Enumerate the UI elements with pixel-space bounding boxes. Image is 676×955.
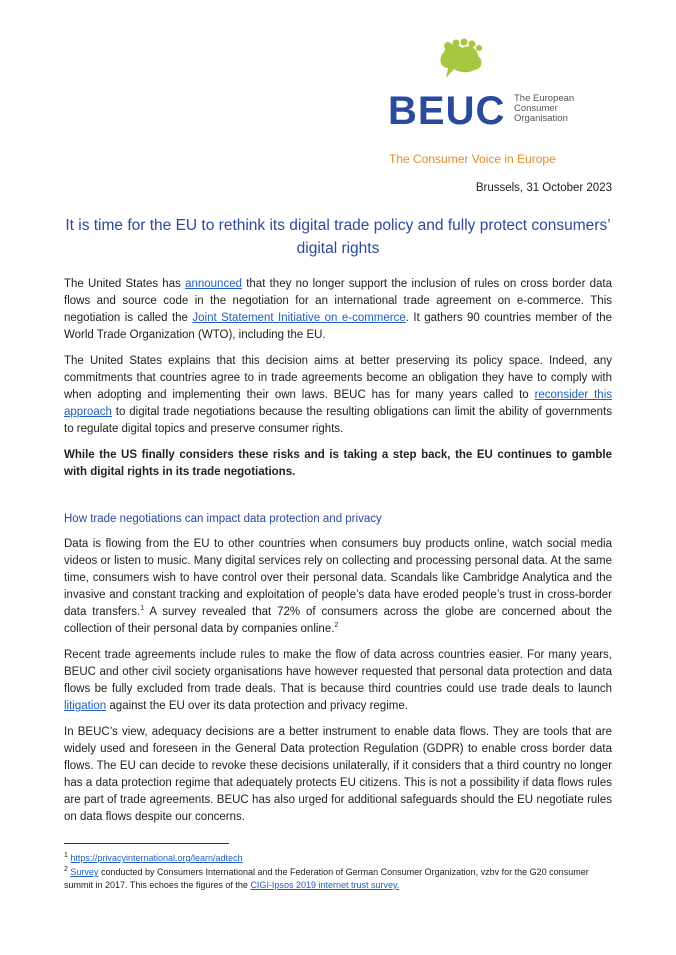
footnote-ref-2[interactable]: 2	[334, 622, 339, 630]
paragraph-4	[64, 536, 612, 638]
paragraph-1	[64, 276, 612, 344]
footnote-2-text: conducted by Consumers International and the Federation of German Consumer Organization, vzbv for the G20 consumer summit in 2017. This echoes the figures of the	[64, 867, 589, 890]
paragraph-2	[64, 353, 612, 438]
p2-text-1: The United States explains that this decision aims at better preserving its policy space. Indeed, any commitments that countries agree to in trade agreements become an obligation they have to comply with when adopting and implementing their own laws. BEUC has for many years called to	[64, 355, 612, 401]
beuc-logo-graphic	[388, 38, 588, 133]
footnote-1-link[interactable]: https://privacyinternational.org/learn/adtech	[70, 853, 243, 863]
p1-text-3: . It gathers 90 countries member of the World Trade Organization (WTO), including the EU.	[64, 312, 612, 341]
beuc-logo	[388, 38, 588, 133]
footnote-2	[64, 866, 612, 892]
p1-text-2: that they no longer support the inclusion of rules on cross border data flows and source code in the negotiation for an international trade agreement on e-commerce. This negotiation is called the	[64, 278, 613, 324]
p5-text-2: against the EU over its data protection and privacy regime.	[106, 700, 408, 712]
footnote-1-number: 1	[64, 852, 68, 859]
section-heading: How trade negotiations can impact data protection and privacy	[64, 513, 382, 525]
p5-text-1: Recent trade agreements include rules to make the flow of data across countries easier. For many years, BEUC and other civil society organisations have however requested that personal data protection and data flows be fully excluded from trade deals. That is because third countries could use trade deals to launch	[64, 649, 612, 695]
footnote-2-number: 2	[64, 866, 68, 873]
footnote-2-survey-link[interactable]: Survey	[70, 867, 99, 877]
speech-bubbles-icon	[441, 39, 482, 79]
footnote-ref-1[interactable]: 1	[140, 605, 145, 613]
footnote-1	[64, 852, 612, 865]
beuc-sub-3: Organisation	[514, 113, 568, 124]
p1-text-1: The United States has	[64, 278, 186, 290]
p4-text-2: A survey revealed that 72% of consumers across the globe are concerned about the collection of their personal data by companies online.	[64, 606, 612, 635]
jsi-ecommerce-link[interactable]: Joint Statement Initiative on e-commerce	[192, 312, 406, 324]
p2-text-2: to digital trade negotiations because the resulting obligations can limit the ability of governments to regulate digital topics and preserve consumer rights.	[64, 406, 612, 435]
footnote-2-cigi-link[interactable]: CIGI-Ipsos 2019 internet trust survey.	[250, 880, 400, 890]
paragraph-3-bold: While the US finally considers these risks and is taking a step back, the EU continues to gamble with digital rights in its trade negotiations.	[64, 449, 612, 478]
paragraph-5	[64, 647, 612, 715]
tagline: The Consumer Voice in Europe	[389, 152, 556, 166]
footnote-divider	[64, 843, 229, 844]
litigation-link[interactable]: litigation	[64, 700, 107, 712]
page-title: It is time for the EU to rethink its digital trade policy and fully protect consumers’ digital rights	[65, 217, 611, 257]
article-body	[64, 276, 612, 835]
reconsider-approach-link[interactable]: reconsider this approach	[64, 389, 613, 418]
beuc-sub-1: The European	[514, 93, 575, 104]
paragraph-6: In BEUC’s view, adequacy decisions are a better instrument to enable data flows. They are tools that are widely used and foreseen in the General Data protection Regulation (GDPR) to enable cross border data flows. The EU can decide to revoke these decisions unilaterally, if it considers that a third country no longer has a data protection regime that adequately protects EU citizens. This is not a possibility if data flows rules are part of trade agreements. BEUC has also urged for additional safeguards should the EU negotiate rules on data flows despite our concerns.	[64, 726, 612, 823]
beuc-wordmark: BEUC	[388, 89, 506, 133]
announced-link[interactable]: announced	[185, 278, 242, 290]
p4-text-1: Data is flowing from the EU to other countries when consumers buy products online, watch social media videos or listen to music. Many digital services rely on collecting and processing personal data. At the same time, consumers wish to have control over their personal data. Scandals like Cambridge Analytica and the invasive and constant tracking and exploitation of people’s data have eroded people’s trust in cross-border data transfers.	[64, 538, 612, 618]
beuc-sub-2: Consumer	[514, 103, 558, 114]
dateline: Brussels, 31 October 2023	[475, 182, 612, 194]
